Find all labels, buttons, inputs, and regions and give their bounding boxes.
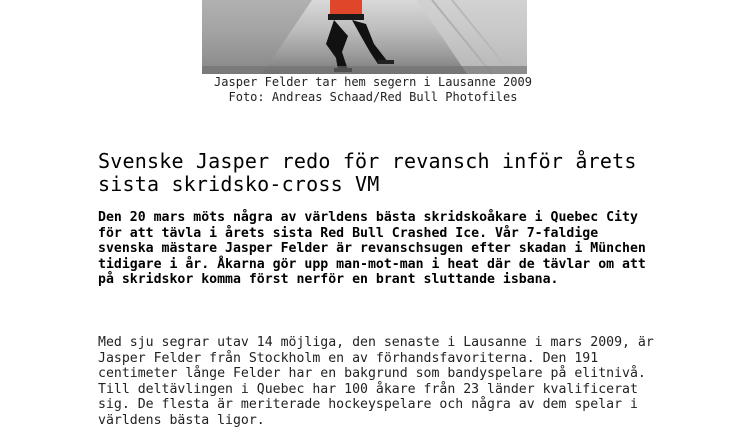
skater-photo-graphic: [202, 0, 527, 74]
photo-credit: Foto: Andreas Schaad/Red Bull Photofiles: [228, 90, 518, 104]
article-body: Med sju segrar utav 14 möjliga, den senaste i Lausanne i mars 2009, är Jasper Felder från Stockholm en av förhandsfavoriterna. Den 191 centimeter långe Felder har en bakgrund som bandyspelare på elitnivå. Till deltävlingen i Quebec har 100 åkare från 23 länder kvalificerat sig. De flesta är meriterade hockeyspelare och några av dem spelar i världens bästa ligor.: [98, 335, 654, 428]
photo-caption: Jasper Felder tar hem segern i Lausanne 2009: [214, 75, 532, 89]
article-headline: Svenske Jasper redo för revansch inför årets sista skridsko-cross VM: [98, 149, 637, 196]
article-photo: [202, 0, 527, 74]
article-lead: Den 20 mars möts några av världens bästa skridskoåkare i Quebec City för att tävla i årets sista Red Bull Crashed Ice. Vår 7-faldige svenska mästare Jasper Felder är revanschsugen efter skadan i München tidigare i år. Åkarna gör upp man-mot-man i heat där de tävlar om att på skridskor komma först nerför en brant sluttande isbana.: [98, 210, 646, 288]
